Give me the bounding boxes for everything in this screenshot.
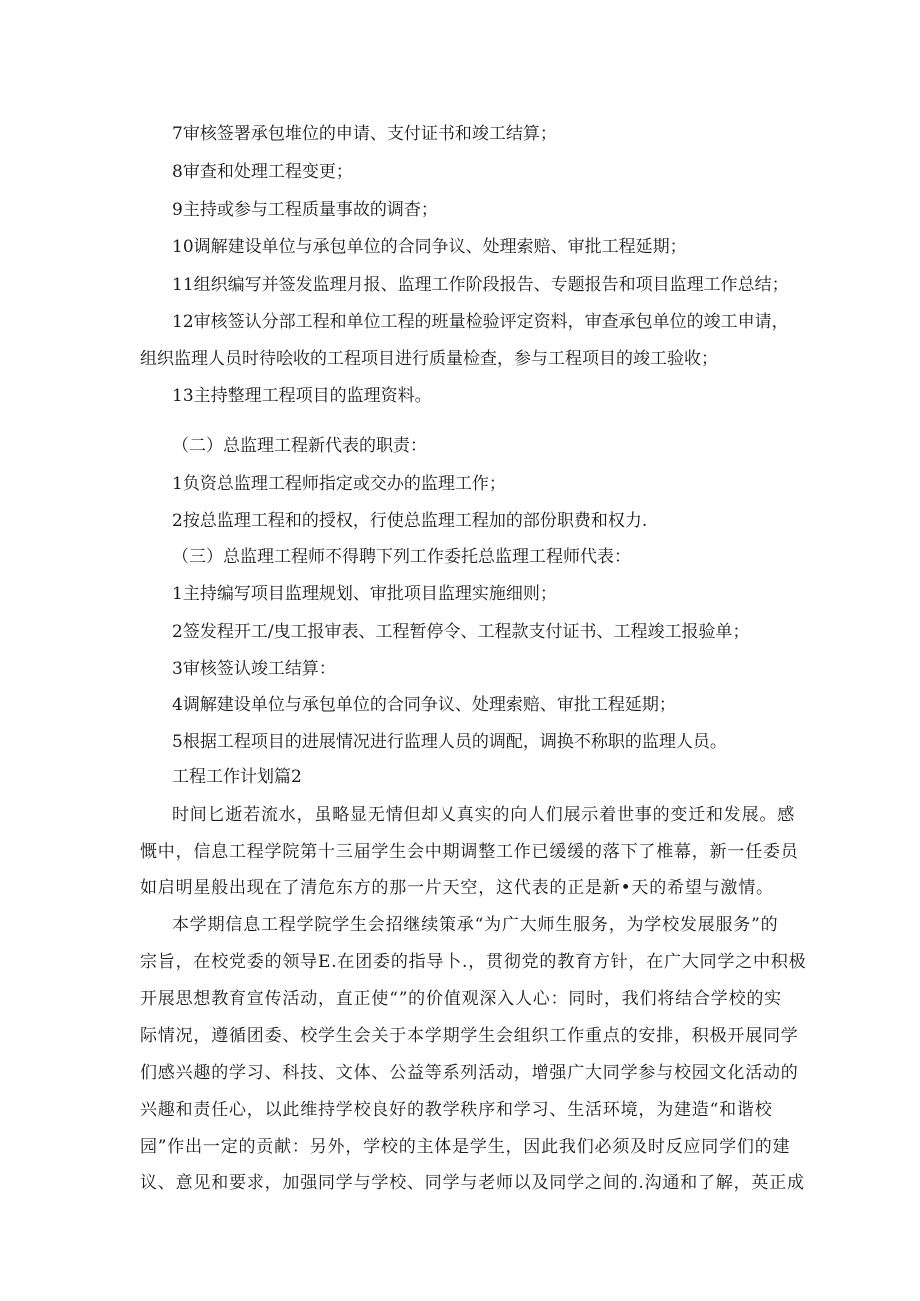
duty-item-10: 10调解建设单位与承包单位的合同争议、处理索赔、审批工程延期；: [172, 237, 687, 257]
paragraph-2-line-8: 议、意见和要求，加强同学与学校、同学与老师以及同学之间的.沟通和了解，英正成: [140, 1173, 805, 1193]
no-delegation-item-3: 3审核签认竣工结算：: [172, 659, 336, 679]
paragraph-2-line-7: 园”作出一定的贡献：另外，学校的主体是学生，因此我们必须及时反应同学们的建: [140, 1137, 791, 1157]
no-delegation-item-2: 2签发程开工/曳工报审表、工程暂停令、工程款支付证书、工程竣工报验单；: [172, 622, 750, 642]
no-delegation-item-1: 1主持编写项目监理规划、审批项目监理实施细则；: [172, 584, 557, 604]
no-delegation-item-4: 4调解建设单位与承包单位的合同争议、处理索赔、审批工程延期；: [172, 695, 676, 715]
paragraph-2-line-6: 兴趣和责任心，以此维持学校良好的教学秩序和学习、生活环境，为建造“和谐校: [140, 1100, 773, 1120]
section-heading-deputy-duties: （二）总监理工程新代表的职责：: [172, 436, 427, 456]
section-heading-no-delegation: （三）总监理工程师不得聘下列工作委托总监理工程师代表：: [172, 547, 631, 567]
paragraph-2-line-3: 开展思想教育宣传活动，直正使“”的价值观深入人心：同时，我们将结合学校的实: [140, 989, 782, 1009]
paragraph-1-line-3: 如启明星般出现在了清危东方的那一片天空，这代表的正是新•天的希望与激情。: [140, 878, 774, 898]
paragraph-1-line-2: 慨中，信息工程学院第十三届学生会中期调整工作已缓缓的落下了椎幕，新一任委员: [140, 842, 799, 862]
duty-item-13: 13主持整理工程项目的监理资料。: [172, 386, 432, 406]
duty-item-9: 9主持或参与工程质量事故的调杳；: [172, 200, 438, 220]
deputy-item-2: 2按总监理工程和的授权，行使总监理工程加的部份职费和权力.: [172, 511, 648, 531]
duty-item-11: 11组织编写并签发监理月报、监理工作阶段报告、专题报告和项目监理工作总结；: [172, 275, 789, 295]
duty-item-8: 8审查和处理工程变更；: [172, 162, 353, 182]
paragraph-2-line-1: 本学期信息工程学院学生会招继续策承“为广大师生服务，为学校发展服务”的: [172, 915, 779, 935]
paragraph-2-line-2: 宗旨，在校党委的领导E.在团委的指导卜.，贯彻党的教育方针，在广大同学之中积极: [140, 952, 807, 972]
deputy-item-1: 1负资总监理工程师指定或交办的监理工作；: [172, 474, 506, 494]
paragraph-1-line-1: 时间匕逝若流水，虽略显无情但却乂真实的向人们展示着世事的变迁和发展。感: [172, 805, 795, 825]
duty-item-12: 12审核签认分部工程和单位工程的班量检验评定资料，审查承包单位的竣工申请，: [172, 312, 789, 332]
duty-item-12-cont: 组织监理人员时待哙收的工程项目进行质量检查，参与工程项目的竣工验收；: [140, 349, 718, 369]
paragraph-2-line-4: 际情况，遵循团委、校学生会关于本学期学生会组织工作重点的安排，积极开展同学: [140, 1026, 799, 1046]
no-delegation-item-5: 5根据工程项目的进展情况进行监理人员的调配，调换不称职的监理人员。: [172, 732, 727, 752]
duty-item-7: 7审核签署承包堆位的申请、支付证书和竣工结算；: [172, 124, 557, 144]
paragraph-2-line-5: 们感兴趣的学习、科技、文体、公益等系列活动，增强广大同学参与校园文化活动的: [140, 1063, 799, 1083]
plan-title: 工程工作计划篇2: [172, 767, 302, 787]
